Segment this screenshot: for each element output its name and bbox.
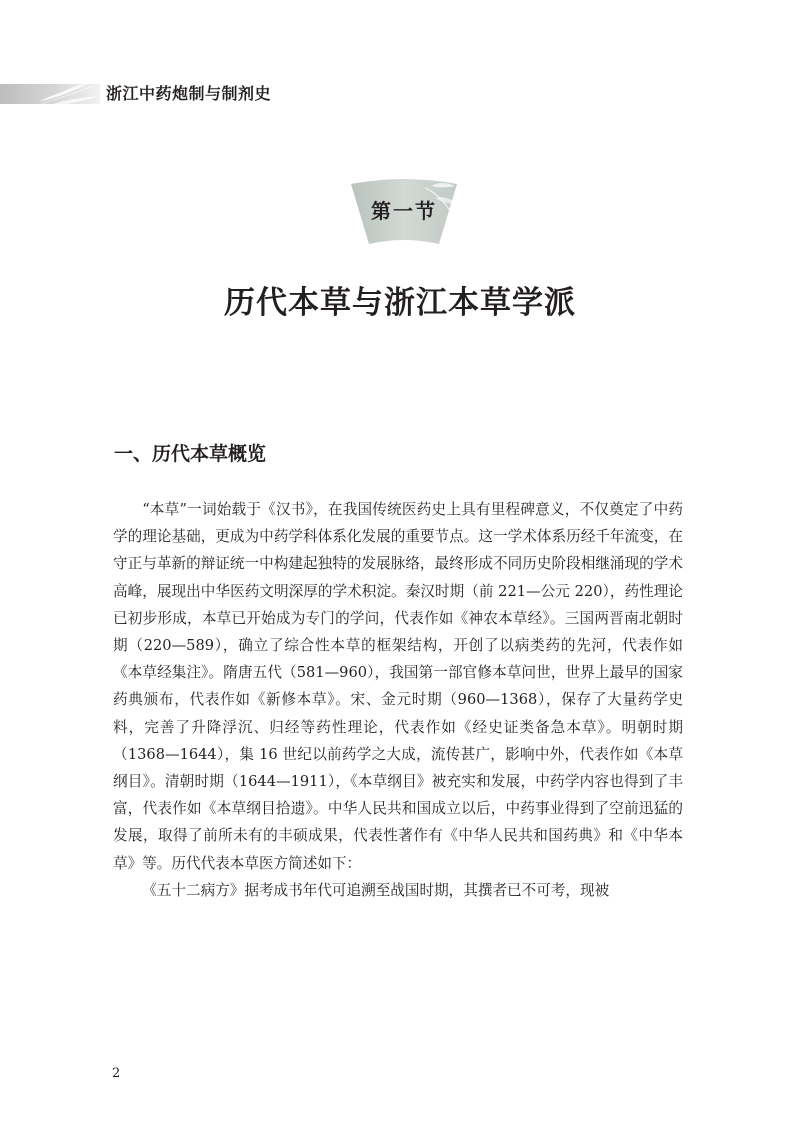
section-number-label: 第一节 — [371, 199, 437, 223]
bamboo-leaf-icon — [34, 80, 104, 108]
section-title: 历代本草与浙江本草学派 — [224, 285, 576, 321]
body-text — [113, 496, 683, 904]
paragraph: “本草”一词始载于《汉书》，在我国传统医药史上具有里程碑意义，不仅奠定了中药学的理论基础，更成为中药学科体系化发展的重要节点。这一学术体系历经千年流变，在守正与革新的辩证统一中构建起独特的发展脉络，最终形成不同历史阶段相继涌现的学术高峰，展现出中华医药文明深厚的学术积淀。秦汉时期（前 221—公元 220），药性理论已初步形成，本草已开始成为专门的学问，代表作如《神农本草经》。三国两晋南北朝时期（220—589），确立了综合性本草的框架结构，开创了以病类药的先河，代表作如《本草经集注》。隋唐五代（581—960），我国第一部官修本草问世，世界上最早的国家药典颁布，代表作如《新修本草》。宋、金元时期（960—1368），保存了大量药学史料，完善了升降浮沉、归经等药性理论，代表作如《经史证类备急本草》。明朝时期（1368—1644），集 16 世纪以前药学之大成，流传甚广，影响中外，代表作如《本草纲目》。清朝时期（1644—1911），《本草纲目》被充实和发展，中药学内容也得到了丰富，代表作如《本草纲目拾遗》。中华人民共和国成立以后，中药事业得到了空前迅猛的发展，取得了前所未有的丰硕成果，代表性著作有《中华人民共和国药典》和《中华本草》等。历代代表本草医方简述如下： — [113, 501, 683, 872]
running-header-title: 浙江中药炮制与制剂史 — [106, 84, 272, 103]
subheading: 一、历代本草概览 — [114, 443, 267, 465]
page-number: 2 — [112, 1066, 121, 1081]
paragraph: 《五十二病方》据考成书年代可追溯至战国时期，其撰者已不可考，现被 — [142, 881, 610, 899]
